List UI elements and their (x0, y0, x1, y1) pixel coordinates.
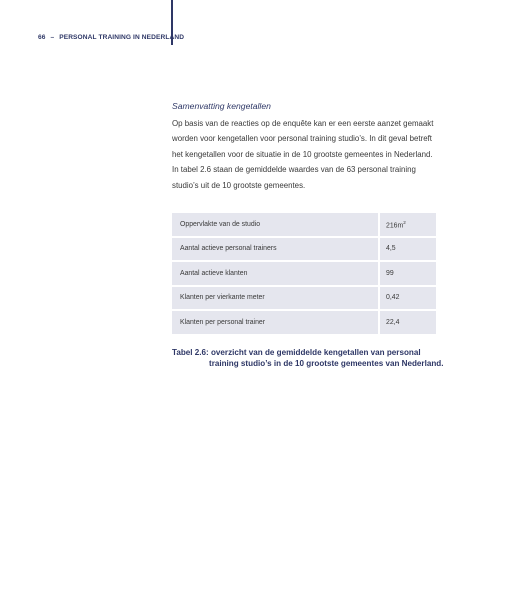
row-label: Oppervlakte van de studio (172, 213, 380, 236)
running-title: PERSONAL TRAINING IN NEDERLAND (59, 34, 185, 41)
table-caption (172, 347, 442, 369)
row-value: 99 (380, 262, 436, 285)
row-label: Aantal actieve klanten (172, 262, 380, 285)
row-value: 22,4 (380, 311, 436, 334)
row-label: Aantal actieve personal trainers (172, 238, 380, 261)
table-row (172, 311, 436, 334)
caption-line-2: training studio’s in de 10 grootste gemeentes van Nederland. (209, 359, 444, 368)
table-row (172, 262, 436, 285)
table-row (172, 213, 436, 236)
page-number: 66 (38, 34, 46, 41)
intro-paragraph: Op basis van de reacties op de enquête kan er een eerste aanzet gemaakt worden voor kengetallen voor personal training studio’s. In dit geval betreft het kengetallen voor de situatie in de 10 grootste gemeentes in Nederland. In tabel 2.6 staan de gemiddelde waardes van de 63 personal training studio’s uit de 10 grootste gemeentes. (172, 119, 434, 190)
kengetallen-table (172, 211, 436, 336)
row-value (380, 213, 436, 236)
running-head (38, 34, 184, 41)
table-row (172, 287, 436, 310)
row-label: Klanten per personal trainer (172, 311, 380, 334)
section-title: Samenvatting kengetallen (172, 101, 271, 111)
row-value-number: 216m (386, 221, 404, 229)
table-row (172, 238, 436, 261)
running-head-separator: – (50, 34, 55, 41)
row-value: 4,5 (380, 238, 436, 261)
caption-line-1: Tabel 2.6: overzicht van de gemiddelde kengetallen van personal (172, 348, 421, 357)
unit-superscript: 2 (403, 219, 406, 225)
row-value: 0,42 (380, 287, 436, 310)
row-label: Klanten per vierkante meter (172, 287, 380, 310)
